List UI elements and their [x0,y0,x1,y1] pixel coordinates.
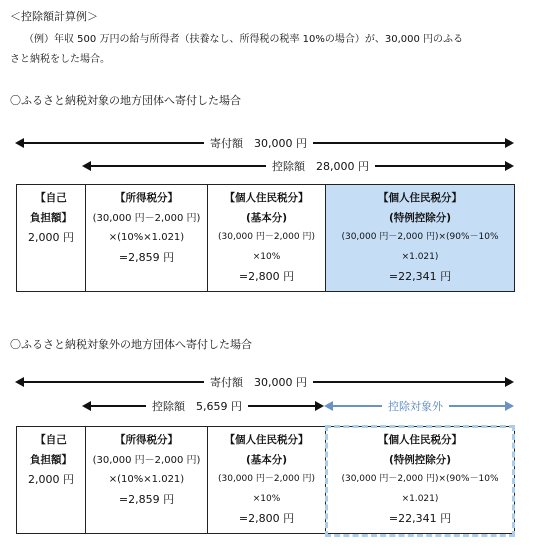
arrow-left-icon [82,401,91,411]
arrow-left-icon [82,161,91,171]
section2-breakdown-table [16,426,515,534]
resident-tax-special-cell: 【個人住民税分】 (特例控除分) (30,000 円－2,000 円)×(90%－10% ×1.021) =22,341 円 [326,427,515,534]
section1-deduction-label: 控除額 28,000 円 [266,158,375,174]
arrow-left-icon [15,377,24,387]
resident-tax-basic-cell: 【個人住民税分】 (基本分) (30,000 円－2,000 円) ×10% =2,800 円 [208,427,326,534]
income-tax-cell: 【所得税分】 (30,000 円－2,000 円) ×(10%×1.021) =2,859 円 [86,427,208,534]
section2-excluded-label: 控除対象外 [382,398,449,414]
self-burden-cell: 【自己 負担額】 2,000 円 [17,427,86,534]
self-burden-cell: 【自己 負担額】 2,000 円 [17,185,86,292]
arrow-right-icon [315,401,324,411]
resident-tax-special-cell: 【個人住民税分】 (特例控除分) (30,000 円－2,000 円)×(90%－10% ×1.021) =22,341 円 [326,185,515,292]
example-note-line-2: さと納税をした場合。 [10,54,110,65]
arrow-right-icon [505,138,514,148]
arrow-right-icon [505,377,514,387]
resident-tax-basic-cell: 【個人住民税分】 (基本分) (30,000 円－2,000 円) ×10% =2,800 円 [208,185,326,292]
section2-deduction-label: 控除額 5,659 円 [146,398,248,414]
section1-donation-label: 寄付額 30,000 円 [204,135,313,151]
page-title: ＜控除額計算例＞ [10,10,98,23]
arrow-left-icon [324,401,333,411]
arrow-right-icon [505,161,514,171]
section1-heading: 〇ふるさと納税対象の地方団体へ寄付した場合 [10,94,241,107]
income-tax-cell: 【所得税分】 (30,000 円－2,000 円) ×(10%×1.021) =2,859 円 [86,185,208,292]
arrow-right-icon [505,401,514,411]
section2-heading: 〇ふるさと納税対象外の地方団体へ寄付した場合 [10,338,252,351]
arrow-left-icon [15,138,24,148]
section1-breakdown-table [16,184,515,292]
section2-donation-label: 寄付額 30,000 円 [204,374,313,390]
example-note-line-1: （例）年収 500 万円の給与所得者（扶養なし、所得税の税率 10%の場合）が、30,000 円のふる [24,34,464,45]
